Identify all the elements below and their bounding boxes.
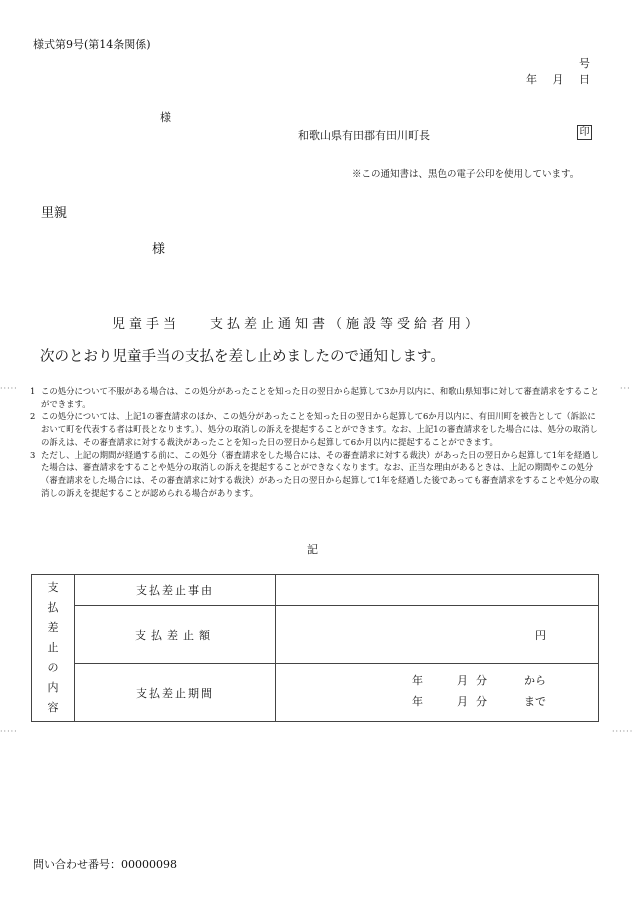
official-seal-icon: 印 xyxy=(577,125,592,140)
addressee-honorific: 様 xyxy=(160,111,171,124)
recipient-type: 里親 xyxy=(41,206,68,221)
title-part-1: 児童手当 xyxy=(112,317,181,332)
note-text: ただし、上記の期間が経過する前に、この処分（審査請求をした場合には、その審査請求に対する裁決）があった日の翌日から起算して1年を経過した場合は、審査請求をすることや処分の取消しの訴えを提起することができなくなります。なお、正当な理由があるときは、上記の期間やこの処分（審査請求をした場合には、その審査請求に対する裁決）があった日の翌日から起算して1年を経過した後であっても審査請求をすることや処分の取消しの訴えを提起することが認められる場合があります。 xyxy=(41,449,599,498)
amount-unit: 円 xyxy=(535,629,546,642)
note-item xyxy=(30,410,602,448)
group-label-char: 払 xyxy=(47,601,59,614)
period-end-year: 年 xyxy=(412,695,423,708)
period-end-month: 月 xyxy=(457,695,468,708)
ki-label: 記 xyxy=(307,543,318,556)
group-label-char: 止 xyxy=(47,641,59,654)
group-label-char: の xyxy=(47,661,59,674)
title-part-2: 支払差止通知書（施設等受給者用） xyxy=(210,317,483,332)
margin-mark-left-1: ····· xyxy=(0,384,18,393)
amount-value xyxy=(276,606,599,664)
reason-label: 支払差止事由 xyxy=(75,575,276,606)
margin-mark-right-1: ··· xyxy=(620,384,631,393)
margin-mark-left-2: ····· xyxy=(0,727,18,736)
issue-date-label: 年 月 日 xyxy=(526,73,590,86)
note-text: この処分について不服がある場合は、この処分があったことを知った日の翌日から起算して3か月以内に、和歌山県知事に対して審査請求をすることができます。 xyxy=(41,386,599,409)
document-title xyxy=(112,313,482,332)
reason-value xyxy=(276,575,599,606)
form-number: 様式第9号(第14条関係) xyxy=(33,38,151,51)
margin-mark-right-2: ······ xyxy=(612,727,633,736)
issuer-name: 和歌山県有田郡有田川町長 xyxy=(298,129,430,142)
period-end-minute: 分 xyxy=(476,695,487,708)
document-number-label: 号 xyxy=(579,57,590,70)
inquiry-number xyxy=(33,856,177,872)
period-start-year: 年 xyxy=(412,674,423,687)
note-item xyxy=(30,449,602,500)
period-start-minute: 分 xyxy=(476,674,487,687)
period-start-month: 月 xyxy=(457,674,468,687)
period-label: 支払差止期間 xyxy=(75,664,276,722)
inquiry-label: 問い合わせ番号： xyxy=(33,858,121,871)
note-number: 3 xyxy=(30,449,36,460)
group-label-char: 内 xyxy=(47,681,59,694)
seal-note: ※この通知書は、黒色の電子公印を使用しています。 xyxy=(352,169,580,180)
note-number: 1 xyxy=(30,386,36,396)
note-text: この処分については、上記1の審査請求のほか、この処分があったことを知った日の翌日から起算して6か月以内に、有田川町を被告として（訴訟において町を代表する者は町長となります。）、処分の取消しの訴えを提起することができます。なお、上記1の審査請求をした場合には、処分の取消しの訴えは、その審査請求に対する裁決があったことを知った日の翌日から起算して6か月以内に提起することができます。 xyxy=(41,411,598,447)
notes-section xyxy=(30,385,602,499)
note-number: 2 xyxy=(30,411,36,422)
amount-label: 支払差止額 xyxy=(75,606,276,664)
note-item xyxy=(30,385,602,410)
period-value xyxy=(276,664,599,722)
group-label xyxy=(32,575,75,722)
group-label-char: 容 xyxy=(47,701,59,714)
details-table xyxy=(31,574,599,722)
inquiry-value: 00000098 xyxy=(121,858,177,871)
lead-text: 次のとおり児童手当の支払を差し止めましたので通知します。 xyxy=(40,349,445,365)
period-start-from: から xyxy=(524,674,546,687)
recipient-honorific: 様 xyxy=(152,242,166,257)
period-end-until: まで xyxy=(524,695,546,708)
group-label-char: 差 xyxy=(47,621,59,634)
group-label-char: 支 xyxy=(47,581,59,594)
